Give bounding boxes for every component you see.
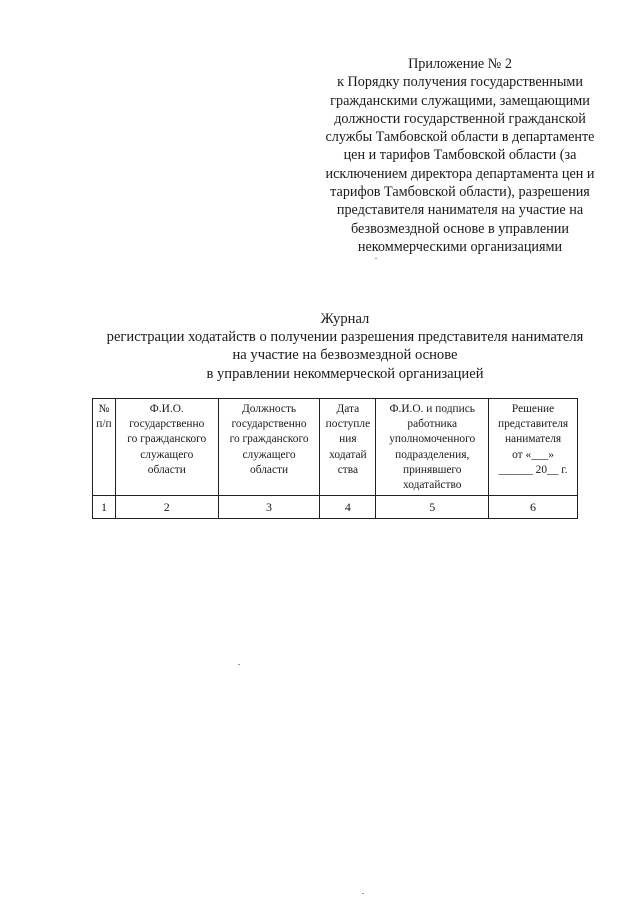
column-number-cell: 2 (115, 496, 218, 519)
scan-speck (238, 664, 240, 665)
header-cell-date: Дата поступле ния ходатай ства (320, 399, 376, 496)
column-number-cell: 5 (376, 496, 489, 519)
appendix-line: исключением директора департамента цен и (325, 165, 595, 182)
registration-table (92, 398, 578, 519)
appendix-line: должности государственной гражданской (334, 110, 586, 127)
appendix-line: некоммерческими организациями (357, 238, 563, 255)
header-cell-position: Должность государственно го гражданского служащего области (218, 399, 320, 496)
appendix-line: службы Тамбовской области в департаменте (325, 129, 595, 146)
journal-subtitle-line: регистрации ходатайств о получении разрешения представителя нанимателя (106, 329, 584, 346)
column-number-cell: 3 (218, 496, 320, 519)
journal-subtitle-line: на участие на безвозмездной основе (232, 347, 458, 364)
header-cell-fio: Ф.И.О. государственно го гражданского служащего области (115, 399, 218, 496)
column-number-cell: 6 (489, 496, 578, 519)
journal-subtitle-line: в управлении некоммерческой организацией (206, 365, 484, 382)
appendix-line: Приложение № 2 (408, 56, 512, 72)
journal-title-block (60, 310, 630, 383)
journal-title: Журнал (320, 311, 370, 327)
scan-speck (362, 893, 364, 894)
table-row (93, 496, 578, 519)
appendix-line: цен и тарифов Тамбовской области (за (343, 147, 577, 164)
appendix-header (300, 55, 620, 256)
appendix-line: к Порядку получения государственными (337, 74, 583, 91)
column-number-cell: 4 (320, 496, 376, 519)
appendix-line: представителя нанимателя на участие на (336, 202, 584, 219)
appendix-line: тарифов Тамбовской области), разрешения (330, 184, 590, 201)
appendix-line: гражданскими служащими, замещающими (330, 92, 590, 109)
header-cell-receiver: Ф.И.О. и подпись работника уполномоченного подразделения, принявшего ходатайство (376, 399, 489, 496)
table-header-row (93, 399, 578, 496)
header-cell-decision: Решение представителя нанимателя от «___» ______ 20__ г. (489, 399, 578, 496)
scan-speck (375, 258, 377, 259)
header-cell-number: № п/п (93, 399, 116, 496)
appendix-line: безвозмездной основе в управлении (351, 220, 569, 237)
column-number-cell: 1 (93, 496, 116, 519)
